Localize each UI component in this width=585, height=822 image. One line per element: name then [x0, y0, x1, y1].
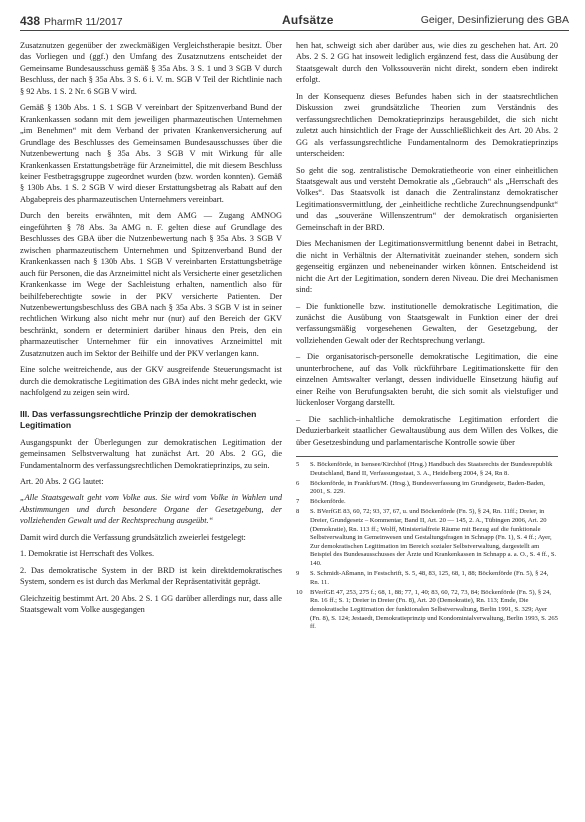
footnote — [296, 480, 558, 497]
body-paragraph: Art. 20 Abs. 2 GG lautet: — [20, 476, 104, 486]
footnotes — [296, 456, 558, 632]
body-paragraph: Damit wird durch die Verfassung grundsätzlich zweierlei festgelegt: — [20, 532, 246, 542]
footnote-number: 10 — [296, 588, 303, 596]
body-paragraph: Durch den bereits erwähnten, mit dem AMG — Zugang AMNOG eingeführten § 78 Abs. 3a AMG n. F. gelten diese auf Grundlage des Beschlusses des GBA über die Nutzenbewertung nach § 35a Abs. 3 SGB V zwischen pharmazeutischem Unternehmen und Spitzenverband Bund der Krankenkassen nach § 130b Abs. 1 SGB V vereinbarten Erstattungsbeträge auch für Personen, die das Arzneimittel nicht als Versicherte einer gesetzlichen Krankenkasse im Wege der Sachleistung erhalten, namentlich also für beihilfeberechtigte sowie in der PKV versicherte Patienten. Der Nutzenbewertungsbeschluss des GBA nach § 35a Abs. 3 SGB V ist in seiner rechtlichen Wirkung also nicht mehr nur (nur) auf den Bereich der GKV beschränkt, sondern er determiniert darüber hinaus den Preis, den ein pharmazeutischer Unternehmer für ein innovatives Arzneimittel mit Zusatznutzen auch im Sektor der Beihilfe und der PKV verlangen kann. — [20, 211, 282, 358]
footnote-text: S. BVerfGE 83, 60, 72; 93, 37, 67, u. und Böckenförde (Fn. 5), § 24, Rn. 11ff.; Dreier, in Dreier, Grundgesetz – Kommentar, Band II, Art. 20 — 145, 2. A., Tübingen 2006, Art. 20 (Demokratie), Rn. 113 ff.; Wolff, Ministerialfreie Räume mit Bezug auf die funktionale Selbstverwaltung in Gemeinwesen und Gestaltungsfragen in Schnapp (Fn. 1), S. 4 ff.; Ayer, Zur demokratischen Legitimation im Bereich sozialer Selbstverwaltung, dargestellt am Beispiel des Bundesausschusses der Ärzte und Krankenkassen in Schnapp a. a. O., S. 4 ff., S. 140. — [310, 508, 557, 567]
article-running-head: Geiger, Desinfizierung des GBA — [420, 14, 569, 26]
body-paragraph: In der Konsequenz dieses Befundes haben sich in der staatsrechtlichen Diskussion zwei grundsätzliche Theorien zum Verständnis des verfassungsrechtlichen Demokratieprinzips herausgebildet, die sich nicht zuletzt auch hinsichtlich der Frage der Ausschließlichkeit des Art. 20 Abs. 2 GG als verfassungsrechtliche Fundamentalnorm des Demokratieprinzips unterscheiden: — [296, 91, 558, 159]
page-header — [20, 8, 569, 32]
page-number: 438 — [20, 14, 41, 28]
list-item: 1. Demokratie ist Herrschaft des Volkes. — [20, 549, 155, 559]
constitution-quote: „Alle Staatsgewalt geht vom Volke aus. Sie wird vom Volke in Wahlen und Abstimmungen und durch besondere Organe der Gesetzgebung, der vollziehenden Gewalt und der Rechtsprechung ausgeübt.“ — [20, 493, 282, 526]
footnote — [296, 508, 558, 568]
dash-list-item: – Die organisatorisch-personelle demokratische Legitimation, die eine ununterbrochene, auf das Volk rückführbare Legitimationskette für den einzelnen Amtswalter verlangt, dessen individuelle Einsetzung häufig auf einer Reihe von Berufungsakten beruht, die sich somit als vielstufiger und lückenloser Vorgang darstellt. — [296, 352, 558, 408]
dash-list-item: – Die funktionelle bzw. institutionelle demokratische Legitimation, die zunächst die Ausübung von Staatsgewalt in Funktion einer der drei verfassungsmäßig vorgesehenen Gewalten, der Gesetzgebung, der vollziehenden Gewalt oder der Rechtsprechung verlangt. — [296, 301, 558, 345]
body-paragraph: Gemäß § 130b Abs. 1 S. 1 SGB V vereinbart der Spitzenverband Bund der Krankenkassen sodann mit dem jeweiligen pharmazeutischen Unternehmen „im Benehmen“ mit dem Verband der privaten Krankenversicherung auf Grundlage des Beschlusses des Gemeinsamen Bundesausschusses über die Nutzenbewertung nach § 35a Abs. 3 SGB V mit Wirkung für alle Krankenkassen Erstattungsbeträge für Arzneimittel, die mit diesem Beschluss keiner Festbetragsgruppe zugeordnet wurden (bzw. worden konnten). Gemäß § 130b Abs. 1 S. 2 SGB V wird dieser Erstattungsbetrag als Rabatt auf den Abgabepreis des pharmazeutischen Unternehmers vereinbart. — [20, 103, 282, 204]
footnote-text: BVerfGE 47, 253, 275 f.; 68, 1, 88; 77, 1, 40; 83, 60, 72, 73, 84; Böckenförde (Fn. 5), § 24, Rn. 16 ff.; S. 1; Dreier in Dreier (Fn. 8), Art. 20 (Demokratie), Rn. 113; Emde, Die demokratische Legitimation der funktionalen Selbstverwaltung, Berlin 1991, S. 329; Ayer (Fn. 8), S. 124; Jestaedt, Demokratieprinzip und Kondominialverwaltung, Berlin 1993, S. 265 ff. — [310, 588, 558, 631]
footnote-number: 6 — [296, 479, 300, 487]
dash-list-item: – Die sachlich-inhaltliche demokratische Legitimation erfordert die Deduzierbarkeit staatlicher Gewaltausübung aus dem Willen des Volkes, die über Gesetzesbindung und parlamentarische Kontrolle sowie über — [296, 414, 558, 447]
body-paragraph: Eine solche weitreichende, aus der GKV ausgreifende Steuerungsmacht ist durch die demokratische Legitimation des GBA indes nicht mehr gedeckt, wie nachfolgend zu zeigen sein wird. — [20, 365, 282, 398]
footnote — [296, 461, 558, 478]
footnote — [296, 570, 558, 587]
footnote-text: S. Schmidt-Aßmann, in Festschrift, S. 5, 48, 83, 125, 68, 1, 88; Böckenförde (Fn. 5), § 24, Rn. 11. — [310, 570, 549, 586]
footnote-number: 9 — [296, 570, 300, 578]
body-paragraph: Gleichzeitig bestimmt Art. 20 Abs. 2 S. 1 GG darüber allerdings nur, dass alle Staatsgewalt vom Volke ausgegangen — [20, 593, 282, 615]
footnote-text: S. Böckenförde, in Isensee/Kirchhof (Hrsg.) Handbuch des Staatsrechts der Bundesrepublik Deutschland, Band II, Verfassungsstaat, 3. A., Heidelberg 2004, § 24, Rn 8. — [310, 460, 553, 477]
footnote-text: Böckenförde, in Frankfurt/M. (Hrsg.), Bundesverfassung im Grundgesetz, Baden-Baden, 2001, S. 229. — [310, 479, 545, 496]
list-item: 2. Das demokratische System in der BRD ist kein direktdemokratisches System, sondern es ist durch das Merkmal der Repräsentativität geprägt. — [20, 565, 282, 587]
right-column — [296, 40, 558, 633]
footnote-number: 8 — [296, 508, 300, 516]
body-paragraph: hen hat, schweigt sich aber darüber aus, wie dies zu geschehen hat. Art. 20 Abs. 2 S. 2 GG hat insoweit lediglich ergänzend fest, dass die Ausübung der Staatsgewalt durch den Volkssouverän nicht direkt, sondern eben indirekt erfolgt. — [296, 41, 558, 85]
section-heading: III. Das verfassungsrechtliche Prinzip der demokratischen Legitimation — [20, 408, 257, 430]
header-left — [20, 14, 123, 28]
footnote-number: 7 — [296, 498, 300, 506]
journal-issue: PharmR 11/2017 — [44, 16, 123, 28]
section-label: Aufsätze — [282, 13, 334, 27]
footnote-number: 5 — [296, 460, 300, 468]
footnote — [296, 498, 558, 507]
header-rule — [20, 30, 569, 31]
footnote — [296, 589, 558, 632]
body-paragraph: Dies Mechanismen der Legitimationsvermittlung benennt dabei in Betracht, die nicht in Verhältnis der Alternativität zueinander stehen, sondern sich gegenseitig ergänzen und nebeneinander wirken können. Entscheidend ist nicht die Art der Legitimation, sondern deren Niveau. Die drei Mechanismen sind: — [296, 239, 558, 295]
body-paragraph: Zusatznutzen gegenüber der zweckmäßigen Vergleichstherapie besitzt. Über das Vorliegen und (ggf.) den Umfang des Zusatznutzens entscheidet der Gemeinsame Bundesausschuss gemäß § 35a Abs. 3 S. 1 und 3 SGB V durch Beschluss, der nach § 35a Abs. 3 S. 6 i. V. m. SGB V Teil der Richtlinie nach § 92 Abs. 1 S. 2 Nr. 6 SGB V wird. — [20, 41, 282, 96]
footnote-text: Böckenförde. — [310, 498, 346, 506]
body-paragraph: So geht die sog. zentralistische Demokratietheorie von einer einheitlichen Staatsgewalt aus und versteht Demokratie als „Gebrauch“ als „Herrschaft des Volkes“. Das Staatsvolk ist danach die Zentralinstanz demokratischer Legitimationsvermittlung, der „einheitliche rechtliche Zurechnungsendpunkt“ und das „souveräne Willenszentrum“ der demokratisch organisierten Gemeinschaft in der BRD. — [296, 165, 558, 232]
left-column — [20, 40, 282, 620]
body-paragraph: Ausgangspunkt der Überlegungen zur demokratischen Legitimation der gemeinsamen Selbstverwaltung hat zunächst Art. 20 Abs. 2 GG, die Fundamentalnorm des verfassungsrechtlichen Demokratieprinzips, zu sein. — [20, 437, 282, 470]
